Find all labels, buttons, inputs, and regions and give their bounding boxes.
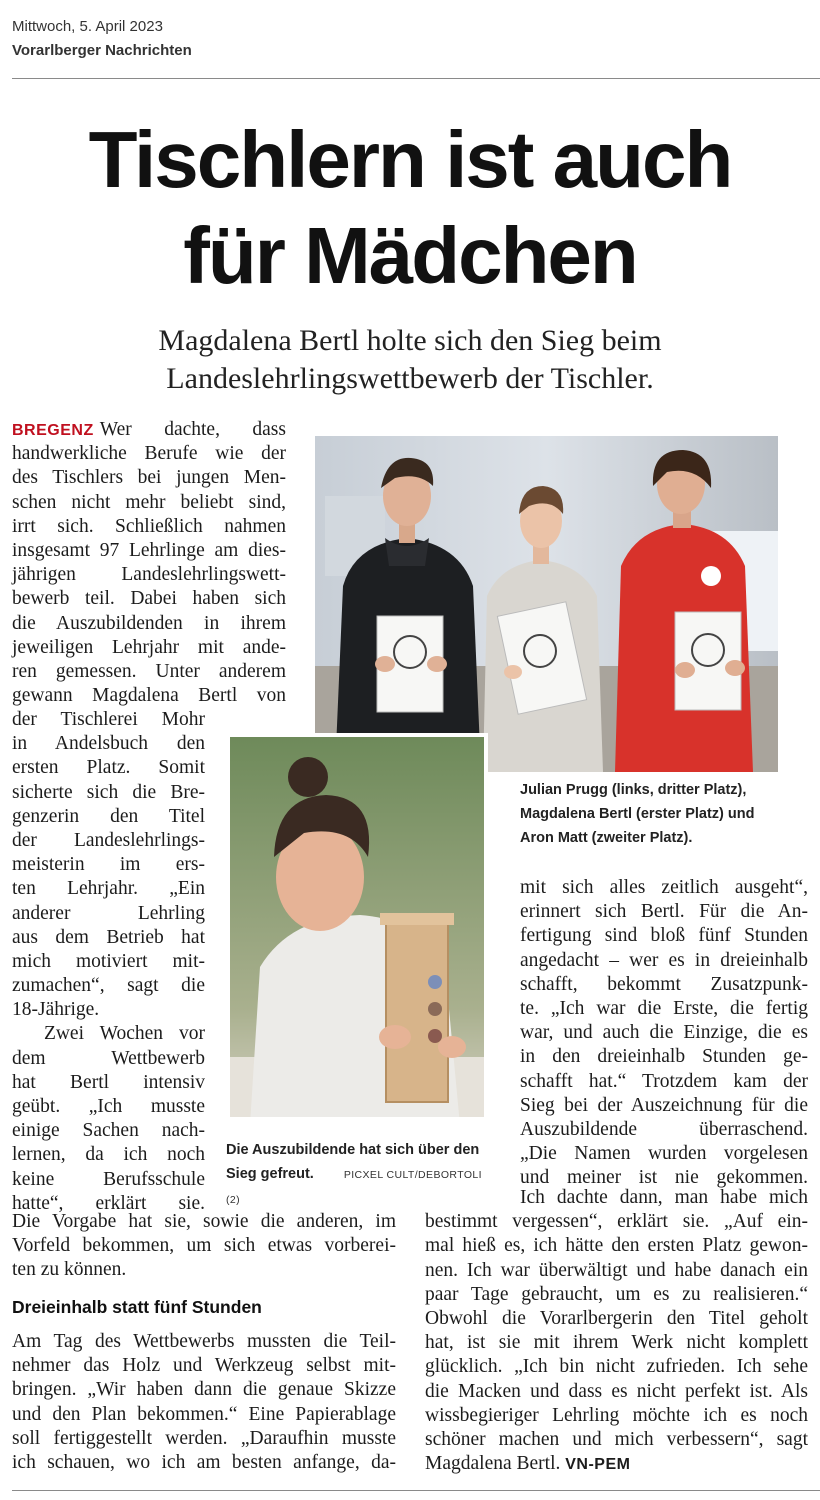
- text-line: Vorfeld bekommen, um sich etwas vorberei-: [12, 1235, 396, 1257]
- text-line: zumachen“, sagt die: [12, 975, 205, 997]
- text-line: der Landeslehrlings-: [12, 829, 205, 851]
- article-body-col1-top: [12, 418, 286, 708]
- text-line: dem Wettbewerb: [12, 1047, 205, 1069]
- text-line: Die Vorgabe hat sie, sowie die anderen, im: [12, 1211, 396, 1232]
- subhead-line: Magdalena Bertl holte sich den Sieg beim: [158, 324, 662, 357]
- top-divider: [12, 78, 820, 79]
- text-line: Zwei Wochen vor: [12, 1023, 205, 1045]
- text-line: der Tischlerei Mohr: [12, 709, 205, 730]
- photo-caption-winners: [520, 778, 810, 850]
- text-line: Sieg bei der Auszeichnung für die: [520, 1094, 808, 1116]
- caption-line: Aron Matt (zweiter Platz).: [520, 830, 693, 846]
- text-line: hat Bertl intensiv: [12, 1071, 205, 1093]
- text-line: meisterin im ers-: [12, 854, 205, 876]
- text-line: ersten Platz. Somit: [12, 757, 205, 779]
- text-line: schafft hat.“ Trotzdem kam der: [520, 1070, 808, 1092]
- photo-credit: PICXEL CULT/DEBORTOLI (2): [226, 1169, 482, 1206]
- text-line: sicherte sich die Bre-: [12, 781, 205, 803]
- text-line: hat, ist sie mit ihrem Werk nicht komplett: [425, 1332, 808, 1354]
- section-subheading: Dreieinhalb statt fünf Stunden: [12, 1297, 262, 1317]
- text-line: einige Sachen nach-: [12, 1120, 205, 1142]
- article-body-col1-bottom: [12, 1210, 396, 1283]
- text-line: te. „Ich war die Erste, die fertig: [520, 997, 808, 1019]
- text-line: Ich dachte dann, man habe mich: [520, 1187, 808, 1208]
- photo-caption-workshop: [226, 1138, 496, 1212]
- article-body-col1-narrow: [12, 708, 205, 1216]
- text-line: ten Lehrjahr. „Ein: [12, 878, 205, 900]
- headline: [0, 112, 820, 304]
- text-line: Auszubildende überraschend.: [520, 1118, 808, 1140]
- text-line: nen. Ich war überwältigt und habe danach ein: [425, 1259, 808, 1281]
- text-line: ich schauen, wo ich am besten anfange, da-: [12, 1451, 396, 1473]
- text-line: anderer Lehrling: [12, 902, 205, 924]
- workshop-photo: [226, 733, 488, 1121]
- headline-line: für Mädchen: [183, 211, 637, 300]
- text-line: Magdalena Bertl. VN-PEM: [425, 1453, 631, 1475]
- text-line: angedacht – wer es in dreieinhalb: [520, 949, 808, 971]
- text-line: aus dem Betrieb hat: [12, 926, 205, 948]
- subhead-line: Landeslehrlingswettbewerb der Tischler.: [166, 362, 654, 395]
- newspaper-name: Vorarlberger Nachrichten: [12, 42, 192, 59]
- subheadline: [0, 322, 820, 398]
- text-line: insgesamt 97 Lehrlinge am dies-: [12, 539, 286, 561]
- text-line: nehmer das Holz und Werkzeug selbst mit-: [12, 1355, 396, 1377]
- text-line: BREGENZ Wer dachte, dass: [12, 419, 286, 440]
- text-line: Obwohl die Vorarlbergerin den Titel geholt: [425, 1307, 808, 1329]
- text-line: schafft, bekommt Zusatzpunk-: [520, 973, 808, 995]
- headline-line: Tischlern ist auch: [88, 115, 732, 204]
- text-line: in den dreieinhalb Stunden ge-: [520, 1046, 808, 1068]
- text-line: irrt sich. Schließlich nahmen: [12, 515, 286, 537]
- article-body-col2-bottom: [425, 1186, 808, 1476]
- text-line: handwerkliche Berufe wie der: [12, 443, 286, 465]
- caption-line: Magdalena Bertl (erster Platz) und: [520, 806, 755, 822]
- text-line: jeweiligen Lehrjahr mit ande-: [12, 636, 286, 658]
- winners-photo: [315, 436, 778, 772]
- caption-line: Die Auszubildende hat sich über den: [226, 1142, 480, 1158]
- text-line: fertigung sind bloß fünf Stunden: [520, 925, 808, 947]
- text-line: glücklich. „Ich bin nicht zufrieden. Ich sehe: [425, 1356, 808, 1378]
- text-line: hatte“, erklärt sie.: [12, 1192, 205, 1214]
- article-body-col1-section: [12, 1330, 396, 1475]
- text-line: bestimmt vergessen“, erklärt sie. „Auf ein-: [425, 1211, 808, 1233]
- text-line: erinnert sich Bertl. Für die An-: [520, 901, 808, 923]
- text-line: die Macken und dass es nicht perfekt ist. Als: [425, 1380, 808, 1402]
- text-line: des Tischlers bei jungen Men-: [12, 467, 286, 489]
- text-line: ten zu können.: [12, 1259, 127, 1281]
- caption-line: Sieg gefreut. PICXEL CULT/DEBORTOLI (2): [226, 1166, 482, 1206]
- text-line: „Die Namen wurden vorgelesen: [520, 1143, 808, 1165]
- text-line: bringen. „Wir haben dann die genaue Skizze: [12, 1379, 396, 1401]
- caption-line: Julian Prugg (links, dritter Platz),: [520, 782, 747, 798]
- text-line: soll fertiggestellt werden. „Daraufhin musste: [12, 1427, 396, 1449]
- location-label: BREGENZ: [12, 422, 94, 439]
- text-line: und meiner ist nie gekommen.: [520, 1167, 808, 1189]
- text-line: geübt. „Ich musste: [12, 1096, 205, 1117]
- text-line: in Andelsbuch den: [12, 733, 205, 755]
- text-line: die Auszubildenden in ihrem: [12, 612, 286, 634]
- text-line: mal hieß es, ich hätte den ersten Platz gewon-: [425, 1235, 808, 1257]
- text-line: und den Plan bekommen.“ Eine Papierablage: [12, 1403, 396, 1425]
- text-line: war, und auch die Einzige, die es: [520, 1022, 808, 1044]
- text-line: jährigen Landeslehrlingswett-: [12, 564, 286, 586]
- text-line: Am Tag des Wettbewerbs mussten die Teil-: [12, 1331, 396, 1352]
- text-line: keine Berufsschule: [12, 1168, 205, 1190]
- text-line: gewann Magdalena Bertl von: [12, 685, 286, 707]
- text-line: genzerin den Titel: [12, 805, 205, 827]
- text-line: paar Tage gebraucht, um es zu realisieren.“: [425, 1283, 808, 1305]
- article-body-col2-top: [520, 876, 808, 1190]
- publication-date: Mittwoch, 5. April 2023: [12, 18, 163, 35]
- bottom-divider: [12, 1490, 820, 1491]
- author-byline: VN-PEM: [565, 1456, 631, 1474]
- text-line: 18-Jährige.: [12, 999, 100, 1021]
- text-line: mich motiviert mit-: [12, 950, 205, 972]
- text-line: bewerb teil. Dabei haben sich: [12, 588, 286, 610]
- text-line: ren gemessen. Unter anderem: [12, 660, 286, 682]
- text-line: lernen, da ich noch: [12, 1144, 205, 1166]
- text-line: mit sich alles zeitlich ausgeht“,: [520, 877, 808, 898]
- text-line: schöner machen und mich verbessern“, sagt: [425, 1428, 808, 1450]
- text-line: wissbegieriger Lehrling möchte ich es noch: [425, 1404, 808, 1426]
- text-line: schen nicht mehr beliebt sind,: [12, 491, 286, 513]
